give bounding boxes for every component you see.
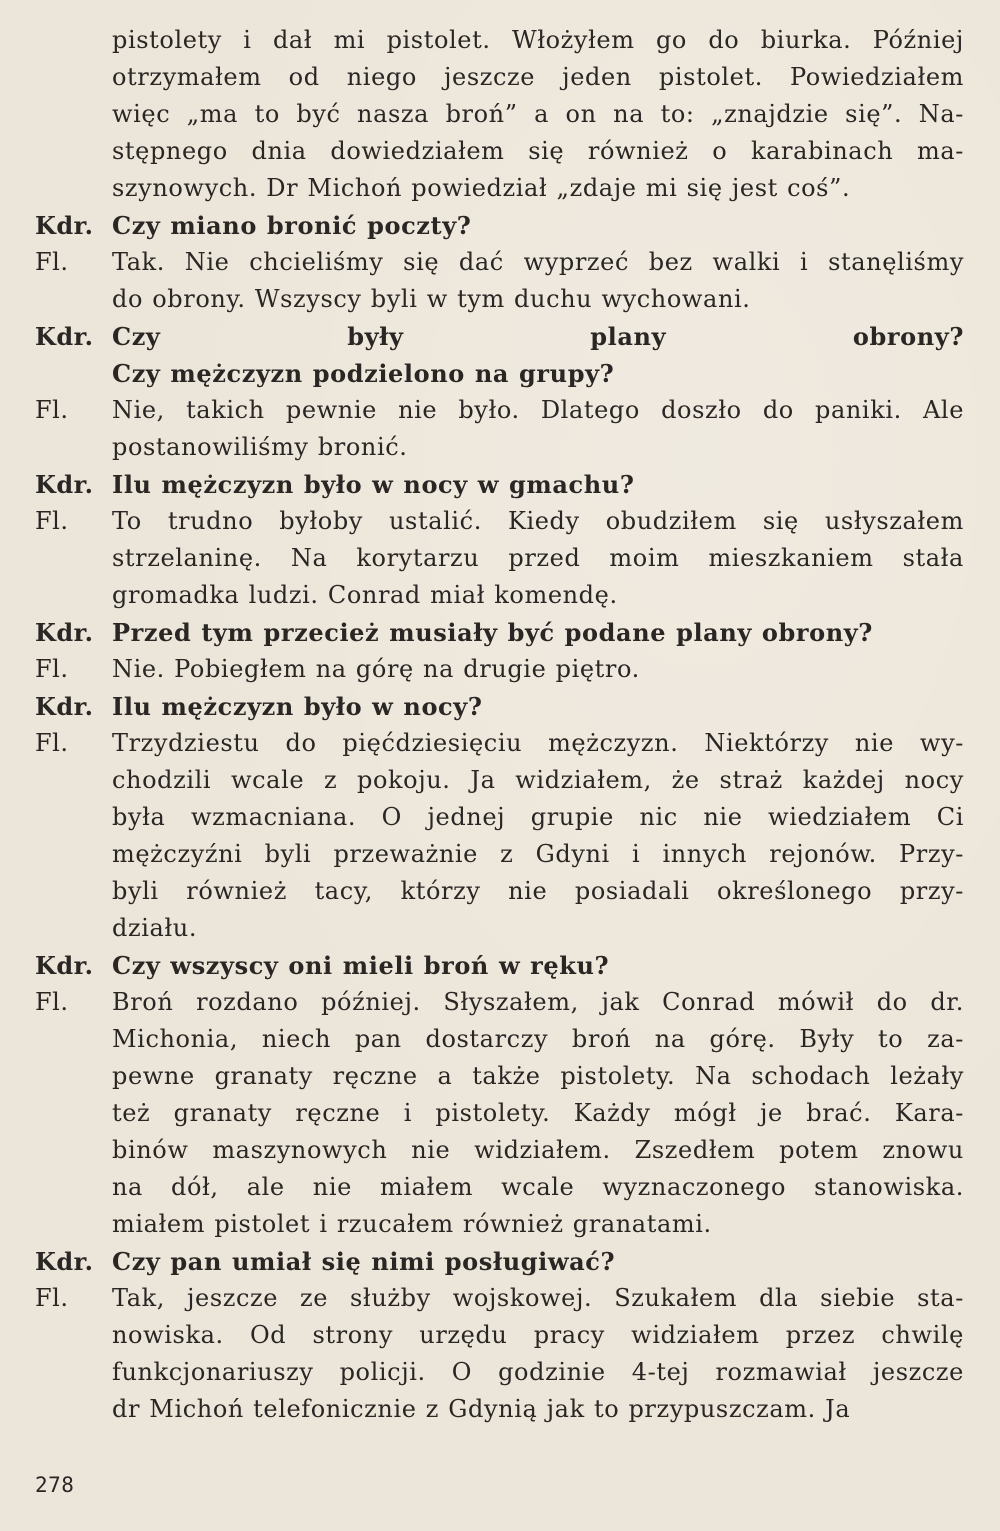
- question-text: [112, 614, 964, 651]
- text-line: Nie. Pobiegłem na górę na drugie piętro.: [112, 655, 640, 683]
- answer-text: [112, 1280, 964, 1428]
- question-text: [112, 466, 964, 503]
- text-line: Tak. Nie chcieliśmy się dać wyprzeć bez walki i stanęliśmy: [112, 248, 964, 276]
- text-line: postanowiliśmy bronić.: [112, 433, 408, 461]
- text-line: Ilu mężczyzn było w nocy?: [112, 692, 483, 721]
- speaker-label-witness: Fl.: [35, 507, 69, 535]
- text-line: Ilu mężczyzn było w nocy w gmachu?: [112, 470, 635, 499]
- dialogue-entry: [0, 947, 1000, 984]
- text-line: Michonia, niech pan dostarczy broń na górę. Były to za-: [112, 1025, 964, 1053]
- answer-text: [112, 503, 964, 614]
- text-line: dr Michoń telefonicznie z Gdynią jak to przypuszczam. Ja: [112, 1395, 851, 1423]
- speaker-label-witness: Fl.: [35, 1284, 69, 1312]
- text-line: do obrony. Wszyscy byli w tym duchu wychowani.: [112, 285, 751, 313]
- text-line: binów maszynowych nie widziałem. Zszedłem potem znowu: [112, 1136, 964, 1164]
- speaker-label-commander: Kdr.: [35, 470, 94, 499]
- speaker-label-witness: Fl.: [35, 655, 69, 683]
- question-text: [112, 207, 964, 244]
- speaker-label-witness: Fl.: [35, 396, 69, 424]
- speaker-label-witness: Fl.: [35, 988, 69, 1016]
- page-number: 278: [35, 1473, 75, 1497]
- speaker-label-witness: Fl.: [35, 729, 69, 757]
- text-line: była wzmacniana. O jednej grupie nic nie wiedziałem Ci: [112, 803, 964, 831]
- text-line: miałem pistolet i rzucałem również granatami.: [112, 1210, 712, 1238]
- text-line: nowiska. Od strony urzędu pracy widziałem przez chwilę: [112, 1321, 964, 1349]
- text-line: Nie, takich pewnie nie było. Dlatego doszło do paniki. Ale: [112, 396, 964, 424]
- text-line: szynowych. Dr Michoń powiedział „zdaje mi się jest coś”.: [112, 174, 851, 202]
- text-line: pistolety i dał mi pistolet. Włożyłem go do biurka. Później: [112, 26, 964, 54]
- text-line: Przed tym przecież musiały być podane plany obrony?: [112, 618, 873, 647]
- text-line: gromadka ludzi. Conrad miał komendę.: [112, 581, 618, 609]
- dialogue-entry: [0, 1243, 1000, 1280]
- text-line: Czy mężczyzn podzielono na grupy?: [112, 359, 615, 388]
- speaker-label-witness: Fl.: [35, 248, 69, 276]
- text-line: strzelaninę. Na korytarzu przed moim mieszkaniem stała: [112, 544, 964, 572]
- speaker-label-commander: Kdr.: [35, 618, 94, 647]
- text-line: Trzydziestu do pięćdziesięciu mężczyzn. Niektórzy nie wy-: [112, 729, 964, 757]
- dialogue-entry: [0, 244, 1000, 318]
- text-line: więc „ma to być nasza broń” a on na to: „znajdzie się”. Na-: [112, 100, 964, 128]
- speaker-label-commander: Kdr.: [35, 951, 94, 980]
- dialogue-entry: [0, 688, 1000, 725]
- text-line: Broń rozdano później. Słyszałem, jak Conrad mówił do dr.: [112, 988, 964, 1016]
- text-line: stępnego dnia dowiedziałem się również o karabinach ma-: [112, 137, 964, 165]
- text-line: otrzymałem od niego jeszcze jeden pistolet. Powiedziałem: [112, 63, 964, 91]
- question-text: [112, 688, 964, 725]
- text-line: Tak, jeszcze ze służby wojskowej. Szukałem dla siebie sta-: [112, 1284, 964, 1312]
- dialogue-entry: [0, 725, 1000, 947]
- dialogue-entry: [0, 318, 1000, 392]
- dialogue-entry: [0, 651, 1000, 688]
- continued-paragraph: [0, 22, 1000, 207]
- question-text: [112, 947, 964, 984]
- text-line: na dół, ale nie miałem wcale wyznaczonego stanowiska.: [112, 1173, 964, 1201]
- question-text: [112, 1243, 964, 1280]
- answer-text: [112, 651, 964, 688]
- dialogue-entry: [0, 1280, 1000, 1428]
- text-line: mężczyźni byli przeważnie z Gdyni i innych rejonów. Przy-: [112, 840, 964, 868]
- dialogue-entry: [0, 614, 1000, 651]
- text-line: też granaty ręczne i pistolety. Każdy mógł je brać. Kara-: [112, 1099, 964, 1127]
- text-line: byli również tacy, którzy nie posiadali określonego przy-: [112, 877, 964, 905]
- answer-text: [112, 725, 964, 947]
- dialogue-entry: [0, 392, 1000, 466]
- dialogue-entry: [0, 207, 1000, 244]
- question-text: [112, 318, 964, 392]
- text-line: chodzili wcale z pokoju. Ja widziałem, że straż każdej nocy: [112, 766, 964, 794]
- text-line: Czy wszyscy oni mieli broń w ręku?: [112, 951, 610, 980]
- text-line: Czy były plany obrony?: [112, 322, 964, 351]
- answer-text: [112, 244, 964, 318]
- dialogue-entry: [0, 466, 1000, 503]
- speaker-label-commander: Kdr.: [35, 211, 94, 240]
- speaker-label-commander: Kdr.: [35, 692, 94, 721]
- text-line: To trudno byłoby ustalić. Kiedy obudziłem się usłyszałem: [112, 507, 964, 535]
- text-line: funkcjonariuszy policji. O godzinie 4-tej rozmawiał jeszcze: [112, 1358, 964, 1386]
- answer-text: [112, 22, 964, 207]
- speaker-label-commander: Kdr.: [35, 1247, 94, 1276]
- speaker-label-commander: Kdr.: [35, 322, 94, 351]
- text-line: Czy pan umiał się nimi posługiwać?: [112, 1247, 616, 1276]
- dialogue-entry: [0, 984, 1000, 1243]
- answer-text: [112, 392, 964, 466]
- answer-text: [112, 984, 964, 1243]
- text-line: Czy miano bronić poczty?: [112, 211, 472, 240]
- text-line: pewne granaty ręczne a także pistolety. Na schodach leżały: [112, 1062, 964, 1090]
- dialogue-entry: [0, 503, 1000, 614]
- text-line: działu.: [112, 914, 198, 942]
